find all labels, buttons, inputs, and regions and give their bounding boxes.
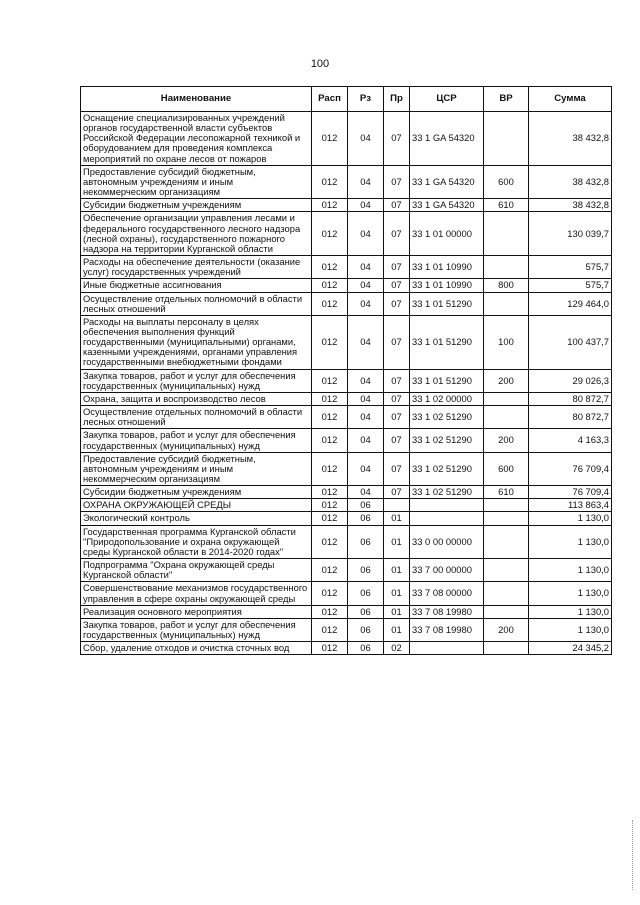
row-name-cell: Оснащение специализированных учреждений органов государственной власти субъектов Российской Федерации лесопожарной техникой и оборудованием для проведения комплекса мероприятий по охране лесов от пожаров	[81, 112, 312, 166]
row-csr-cell: 33 7 00 00000	[410, 559, 484, 582]
table-row	[81, 199, 612, 212]
row-rz-cell: 04	[348, 292, 384, 315]
row-csr-cell: 33 1 01 51290	[410, 315, 484, 369]
row-rz-cell: 04	[348, 406, 384, 429]
table-row	[81, 212, 612, 256]
row-vr-cell	[484, 256, 529, 279]
row-rasp-cell: 012	[312, 429, 348, 452]
row-csr-cell: 33 7 08 00000	[410, 582, 484, 605]
row-sum-cell: 130 039,7	[529, 212, 612, 256]
column-header-csr: ЦСР	[410, 87, 484, 112]
row-rasp-cell: 012	[312, 559, 348, 582]
row-pr-cell: 07	[384, 315, 410, 369]
table-row	[81, 165, 612, 198]
row-name-cell: Реализация основного мероприятия	[81, 605, 312, 618]
row-rz-cell: 06	[348, 605, 384, 618]
table-row	[81, 486, 612, 499]
row-sum-cell: 80 872,7	[529, 392, 612, 405]
row-name-cell: Закупка товаров, работ и услуг для обеспечения государственных (муниципальных) нужд	[81, 618, 312, 641]
row-csr-cell: 33 1 01 00000	[410, 212, 484, 256]
row-rz-cell: 04	[348, 429, 384, 452]
row-rz-cell: 04	[348, 112, 384, 166]
row-rasp-cell: 012	[312, 605, 348, 618]
row-rz-cell: 06	[348, 525, 384, 558]
row-name-cell: Расходы на выплаты персоналу в целях обеспечения выполнения функций государственными (муниципальными) органами, казенными учреждениями, органами управления государственными внебюджетными фондами	[81, 315, 312, 369]
row-sum-cell: 24 345,2	[529, 642, 612, 655]
row-pr-cell: 07	[384, 199, 410, 212]
column-header-rz: Рз	[348, 87, 384, 112]
budget-table	[80, 86, 612, 655]
row-pr-cell: 07	[384, 212, 410, 256]
row-sum-cell: 129 464,0	[529, 292, 612, 315]
row-rasp-cell: 012	[312, 256, 348, 279]
table-row	[81, 559, 612, 582]
row-vr-cell	[484, 112, 529, 166]
table-row	[81, 582, 612, 605]
row-vr-cell: 600	[484, 452, 529, 485]
row-name-cell: ОХРАНА ОКРУЖАЮЩЕЙ СРЕДЫ	[81, 499, 312, 512]
row-vr-cell: 200	[484, 429, 529, 452]
row-vr-cell	[484, 292, 529, 315]
table-row	[81, 315, 612, 369]
row-rasp-cell: 012	[312, 392, 348, 405]
row-rz-cell: 04	[348, 279, 384, 292]
row-csr-cell: 33 1 01 51290	[410, 369, 484, 392]
row-sum-cell: 38 432,8	[529, 112, 612, 166]
table-row	[81, 256, 612, 279]
row-rz-cell: 04	[348, 392, 384, 405]
column-header-rasp: Расп	[312, 87, 348, 112]
row-vr-cell: 610	[484, 199, 529, 212]
row-name-cell: Подпрограмма "Охрана окружающей среды Курганской области"	[81, 559, 312, 582]
row-pr-cell: 07	[384, 406, 410, 429]
row-rz-cell: 06	[348, 582, 384, 605]
row-rasp-cell: 012	[312, 199, 348, 212]
row-vr-cell: 200	[484, 369, 529, 392]
row-name-cell: Расходы на обеспечение деятельности (оказание услуг) государственных учреждений	[81, 256, 312, 279]
row-name-cell: Иные бюджетные ассигнования	[81, 279, 312, 292]
row-rz-cell: 06	[348, 618, 384, 641]
row-sum-cell: 1 130,0	[529, 559, 612, 582]
row-vr-cell: 800	[484, 279, 529, 292]
column-header-vr: ВР	[484, 87, 529, 112]
row-rasp-cell: 012	[312, 279, 348, 292]
row-pr-cell: 01	[384, 525, 410, 558]
row-rz-cell: 06	[348, 642, 384, 655]
row-pr-cell: 07	[384, 369, 410, 392]
table-row	[81, 369, 612, 392]
row-name-cell: Субсидии бюджетным учреждениям	[81, 486, 312, 499]
row-pr-cell: 07	[384, 392, 410, 405]
row-csr-cell: 33 1 GA 54320	[410, 112, 484, 166]
row-rasp-cell: 012	[312, 292, 348, 315]
row-sum-cell: 1 130,0	[529, 525, 612, 558]
row-pr-cell: 01	[384, 512, 410, 525]
row-rasp-cell: 012	[312, 486, 348, 499]
row-sum-cell: 1 130,0	[529, 512, 612, 525]
table-row	[81, 392, 612, 405]
row-sum-cell: 113 863,4	[529, 499, 612, 512]
row-csr-cell: 33 1 GA 54320	[410, 165, 484, 198]
row-rz-cell: 04	[348, 369, 384, 392]
row-pr-cell: 01	[384, 605, 410, 618]
table-row	[81, 406, 612, 429]
row-pr-cell: 01	[384, 559, 410, 582]
row-rasp-cell: 012	[312, 165, 348, 198]
row-rz-cell: 06	[348, 512, 384, 525]
row-sum-cell: 38 432,8	[529, 165, 612, 198]
row-rz-cell: 04	[348, 199, 384, 212]
table-row	[81, 642, 612, 655]
row-name-cell: Закупка товаров, работ и услуг для обеспечения государственных (муниципальных) нужд	[81, 369, 312, 392]
row-pr-cell: 07	[384, 292, 410, 315]
row-pr-cell: 07	[384, 112, 410, 166]
row-vr-cell	[484, 392, 529, 405]
row-vr-cell: 610	[484, 486, 529, 499]
row-csr-cell: 33 0 00 00000	[410, 525, 484, 558]
table-row	[81, 618, 612, 641]
row-rz-cell: 04	[348, 486, 384, 499]
row-rz-cell: 04	[348, 315, 384, 369]
row-rasp-cell: 012	[312, 582, 348, 605]
row-sum-cell: 29 026,3	[529, 369, 612, 392]
row-name-cell: Осуществление отдельных полномочий в области лесных отношений	[81, 292, 312, 315]
row-name-cell: Охрана, защита и воспроизводство лесов	[81, 392, 312, 405]
row-vr-cell: 600	[484, 165, 529, 198]
row-rz-cell: 04	[348, 452, 384, 485]
row-sum-cell: 1 130,0	[529, 618, 612, 641]
column-header-sum: Сумма	[529, 87, 612, 112]
row-pr-cell	[384, 499, 410, 512]
row-csr-cell: 33 1 02 51290	[410, 429, 484, 452]
table-body	[81, 112, 612, 655]
row-sum-cell: 38 432,8	[529, 199, 612, 212]
row-sum-cell: 80 872,7	[529, 406, 612, 429]
row-pr-cell: 07	[384, 429, 410, 452]
row-name-cell: Совершенствование механизмов государственного управления в сфере охраны окружающей среды	[81, 582, 312, 605]
row-pr-cell: 07	[384, 256, 410, 279]
table-row	[81, 279, 612, 292]
row-rasp-cell: 012	[312, 618, 348, 641]
row-csr-cell	[410, 499, 484, 512]
row-name-cell: Сбор, удаление отходов и очистка сточных вод	[81, 642, 312, 655]
row-rasp-cell: 012	[312, 406, 348, 429]
row-vr-cell	[484, 559, 529, 582]
row-csr-cell: 33 1 02 00000	[410, 392, 484, 405]
row-sum-cell: 575,7	[529, 279, 612, 292]
row-rasp-cell: 012	[312, 499, 348, 512]
row-sum-cell: 76 709,4	[529, 486, 612, 499]
row-rz-cell: 04	[348, 165, 384, 198]
table-row	[81, 429, 612, 452]
row-name-cell: Предоставление субсидий бюджетным, автономным учреждениям и иным некоммерческим организациям	[81, 165, 312, 198]
row-rasp-cell: 012	[312, 315, 348, 369]
table-row	[81, 112, 612, 166]
table-row	[81, 452, 612, 485]
row-name-cell: Экологический контроль	[81, 512, 312, 525]
row-vr-cell	[484, 212, 529, 256]
row-rasp-cell: 012	[312, 525, 348, 558]
row-rz-cell: 06	[348, 559, 384, 582]
row-csr-cell: 33 1 01 10990	[410, 256, 484, 279]
row-csr-cell: 33 1 02 51290	[410, 406, 484, 429]
row-rasp-cell: 012	[312, 642, 348, 655]
row-sum-cell: 1 130,0	[529, 582, 612, 605]
row-vr-cell	[484, 642, 529, 655]
row-vr-cell	[484, 512, 529, 525]
row-vr-cell	[484, 525, 529, 558]
row-name-cell: Обеспечение организации управления лесами и федерального государственного лесного надзора (лесной охраны), государственного пожарного надзора на территории Курганской области	[81, 212, 312, 256]
row-name-cell: Закупка товаров, работ и услуг для обеспечения государственных (муниципальных) нужд	[81, 429, 312, 452]
row-name-cell: Осуществление отдельных полномочий в области лесных отношений	[81, 406, 312, 429]
row-pr-cell: 02	[384, 642, 410, 655]
row-name-cell: Субсидии бюджетным учреждениям	[81, 199, 312, 212]
table-header-row	[81, 87, 612, 112]
row-csr-cell: 33 1 01 10990	[410, 279, 484, 292]
row-csr-cell: 33 1 01 51290	[410, 292, 484, 315]
row-csr-cell	[410, 512, 484, 525]
row-pr-cell: 07	[384, 486, 410, 499]
row-csr-cell: 33 1 02 51290	[410, 452, 484, 485]
column-header-name: Наименование	[81, 87, 312, 112]
row-csr-cell	[410, 642, 484, 655]
row-pr-cell: 07	[384, 279, 410, 292]
row-rasp-cell: 012	[312, 512, 348, 525]
row-rz-cell: 04	[348, 212, 384, 256]
row-rasp-cell: 012	[312, 452, 348, 485]
row-vr-cell	[484, 499, 529, 512]
row-csr-cell: 33 1 02 51290	[410, 486, 484, 499]
row-sum-cell: 100 437,7	[529, 315, 612, 369]
table-row	[81, 292, 612, 315]
table-row	[81, 605, 612, 618]
column-header-pr: Пр	[384, 87, 410, 112]
row-csr-cell: 33 7 08 19980	[410, 618, 484, 641]
table-row	[81, 525, 612, 558]
scan-edge-mark	[632, 820, 636, 890]
row-csr-cell: 33 1 GA 54320	[410, 199, 484, 212]
row-pr-cell: 01	[384, 582, 410, 605]
table-row	[81, 512, 612, 525]
row-name-cell: Государственная программа Курганской области "Природопользование и охрана окружающей среды Курганской области в 2014-2020 годах"	[81, 525, 312, 558]
row-vr-cell	[484, 406, 529, 429]
page-number: 100	[310, 58, 330, 70]
row-vr-cell	[484, 582, 529, 605]
row-vr-cell: 100	[484, 315, 529, 369]
row-rasp-cell: 012	[312, 369, 348, 392]
row-vr-cell: 200	[484, 618, 529, 641]
row-pr-cell: 01	[384, 618, 410, 641]
row-csr-cell: 33 7 08 19980	[410, 605, 484, 618]
row-rasp-cell: 012	[312, 212, 348, 256]
row-sum-cell: 4 163,3	[529, 429, 612, 452]
row-rasp-cell: 012	[312, 112, 348, 166]
table-row	[81, 499, 612, 512]
row-name-cell: Предоставление субсидий бюджетным, автономным учреждениям и иным некоммерческим организациям	[81, 452, 312, 485]
row-pr-cell: 07	[384, 165, 410, 198]
row-pr-cell: 07	[384, 452, 410, 485]
row-vr-cell	[484, 605, 529, 618]
row-sum-cell: 575,7	[529, 256, 612, 279]
row-rz-cell: 04	[348, 256, 384, 279]
row-rz-cell: 06	[348, 499, 384, 512]
row-sum-cell: 76 709,4	[529, 452, 612, 485]
row-sum-cell: 1 130,0	[529, 605, 612, 618]
